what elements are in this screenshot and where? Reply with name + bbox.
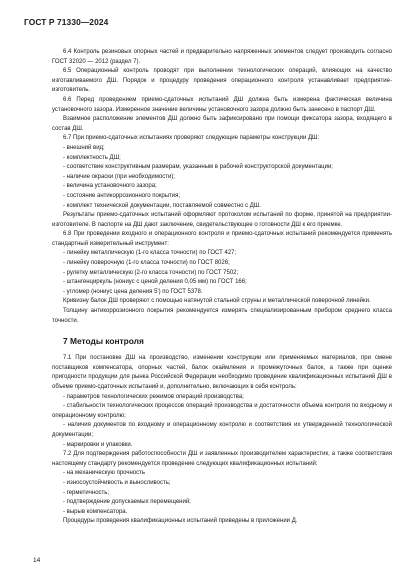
paragraph-6-5: 6.5 Операционный контроль проводят при выполнении технологических операций, влияющих на качество изготавливаемого ДШ. Порядок и процедуру проведения операционного контроля устанавливает предприятие-изготовитель.: [52, 68, 392, 94]
document-body: [52, 48, 392, 527]
list-item: - параметров технологических режимов операций производства;: [63, 393, 244, 400]
list-item: - величина установочного зазора;: [63, 183, 157, 190]
list-item: - износоустойчивость и выносливость;: [63, 479, 171, 486]
list-item: - линейку металлическую (1-го класса точности) по ГОСТ 427;: [63, 250, 237, 257]
list-item: - маркировки и упаковки.: [63, 441, 133, 448]
section-7-heading: 7 Методы контроля: [63, 336, 144, 347]
list-item: - линейку поверочную (1-го класса точности) по ГОСТ 8026;: [63, 260, 230, 267]
paragraph-7-1: 7.1 При постановке ДШ на производство, изменении конструкции или применяемых материалов, при смене поставщиков компенсатора, опорных частей, балок окаймления и промежуточных балок, а также при оценке пригодности продукции для рынка Российской Федерации необходимо проведение квалификационных испытаний ДШ в объеме приемо-сдаточных испытаний и, дополнительно, включающих в себя контроль:: [52, 355, 392, 390]
paragraph-coating: Толщину антикоррозионного покрытия рекомендуется измерять специализированным прибором среднего класса точности.: [52, 308, 392, 324]
list-item: - внешний вид;: [63, 144, 105, 151]
paragraph-6-4: 6.4 Контроль резиновых опорных частей и предварительно напряженных элементов следует производить согласно ГОСТ 32020 — 2012 (раздел 7).: [52, 49, 392, 65]
paragraph-appendix-ref: Процедуры проведения квалификационных испытаний приведены в приложении Д.: [63, 518, 298, 525]
list-item: - наличие окраски (при необходимости);: [63, 173, 175, 180]
list-item: - подтверждение допускаемых перемещений;: [63, 499, 191, 506]
page-number: 14: [33, 557, 41, 564]
list-item: - рулетку металлическую (2-го класса точности) по ГОСТ 7502;: [63, 269, 239, 276]
list-item: - стабильности технологических процессов операций производства и достаточности объема контроля по входному и операционному контролю;: [52, 403, 392, 419]
list-item: - комплект технической документации, поставляемой совместно с ДШ.: [63, 202, 261, 209]
paragraph-7-2: 7.2 Для подтверждения работоспособности ДШ и заявленных производителем характеристик, а также соответствия настоящему стандарту рекомендуется проведение следующих квалификационных испытаний:: [52, 451, 392, 467]
paragraph-results: Результаты приемо-сдаточных испытаний оформляют протоколом испытаний по форме, принятой на предприятии-изготовителе. В паспорте на ДШ дают заключение, свидетельствующее о готовности ДШ к его приемке.: [52, 212, 392, 228]
list-item: - герметичность;: [63, 489, 110, 496]
list-item: - комплектность ДШ;: [63, 154, 121, 161]
paragraph-6-7: 6.7 При приемо-сдаточных испытаниях проверяют следующие параметры конструкции ДШ:: [63, 135, 320, 142]
paragraph-6-8: 6.8 При проведении входного и операционного контроля и приемо-сдаточных испытаний рекомендуется применять стандартный измерительный инструмент:: [52, 231, 392, 247]
list-item: - штангенциркуль (нониус с ценой деления 0,05 мм) по ГОСТ 166;: [63, 279, 247, 286]
standard-code-header: ГОСТ Р 71330—2024: [24, 17, 109, 27]
list-item: - состояние антикоррозионного покрытия;: [63, 192, 181, 199]
paragraph-fixation: Взаимное расположение элементов ДШ должно быть зафиксировано при помощи фиксатора зазора, входящего в состав ДШ.: [52, 116, 392, 132]
paragraph-curvature: Кривизну балок ДШ проверяют с помощью натянутой стальной струны и металлической поверочной линейки.: [63, 298, 371, 305]
list-item: - наличия документов по входному и операционному контролю и соответствия их утвержденной технологической документации;: [52, 422, 392, 438]
paragraph-6-6: 6.6 Перед проведением приемо-сдаточных испытаний ДШ должна быть измерена фактическая величина установочного зазора. Измеренное значение величины установочного зазора должно быть занесено в паспорт ДШ.: [52, 96, 392, 113]
list-item: - вырыв компенсатора.: [63, 508, 128, 515]
list-item: - на механическую прочность: [63, 470, 146, 477]
list-item: - соответствие конструктивным размерам, указанным в рабочей конструкторской документации;: [63, 164, 333, 171]
list-item: - угломер (нониус цена деления 5') по ГОСТ 5378.: [63, 288, 203, 295]
